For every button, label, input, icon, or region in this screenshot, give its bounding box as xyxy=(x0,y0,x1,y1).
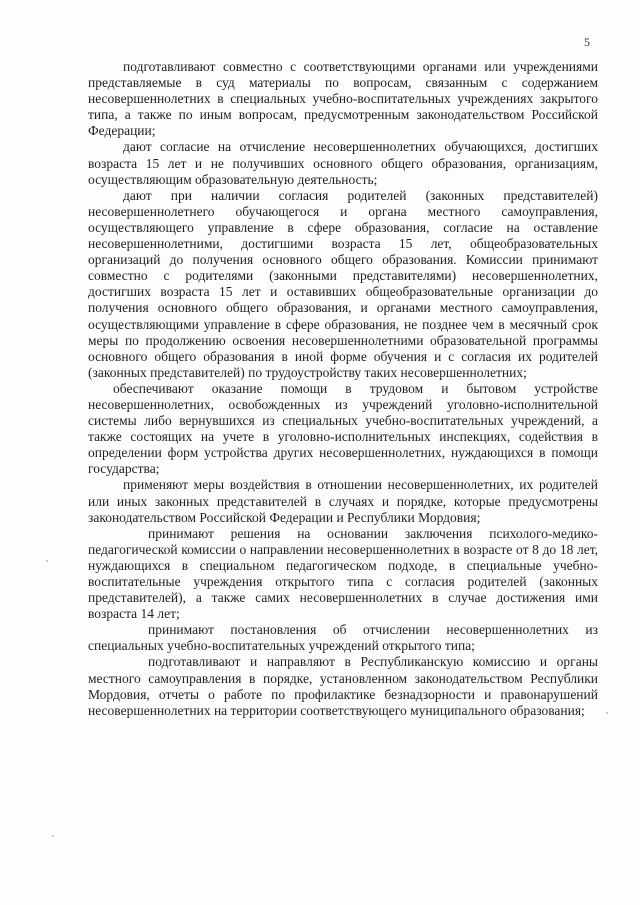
paragraph-decisions-referral: принимают решения на основании заключения психолого-медико-педагогической комиссии о направлении несовершеннолетних в возрасте от 8 до 18 лет, нуждающихся в специальном педагогическом подходе, в специальные учебно-воспитательные учреждения открытого типа с согласия родителей (законных представителей), а также самих несовершеннолетних в случае достижения ими возраста 14 лет; xyxy=(88,525,598,622)
paragraph-consent-leaving-school: дают при наличии согласия родителей (законных представителей) несовершеннолетнего обучающегося и органа местного самоуправления, осуществляющего управление в сфере образования, согласие на оставление несовершеннолетними, достигшими возраста 15 лет, общеобразовательных организаций до получения основного общего образования. Комиссии принимают совместно с родителями (законными представителями) несовершеннолетних, достигших возраста 15 лет и оставивших общеобразовательные организации до получения основного общего образования, и органами местного самоуправления, осуществляющими управление в сфере образования, не позднее чем в месячный срок меры по продолжению освоения несовершеннолетними образовательной программы основного общего образования в иной форме обучения и с согласия их родителей (законных представителей) по трудоустройству таких несовершеннолетних; xyxy=(88,187,598,380)
page-number: 5 xyxy=(584,35,590,49)
scan-dot xyxy=(606,712,608,714)
scan-dot xyxy=(46,560,48,562)
paragraph-prepare-court-materials: подготавливают совместно с соответствующими органами или учреждениями представляемые в суд материалы по вопросам, связанным с содержанием несовершеннолетних в специальных учебно-воспитательных учреждениях закрытого типа, а также по иным вопросам, предусмотренным законодательством Российской Федерации; xyxy=(88,59,598,139)
paragraph-measures-of-influence: применяют меры воздействия в отношении несовершеннолетних, их родителей или иных законных представителей в случаях и порядке, которые предусмотрены законодательством Российской Федерации и Республики Мордовия; xyxy=(88,477,598,525)
paragraph-consent-expulsion: дают согласие на отчисление несовершеннолетних обучающихся, достигших возраста 15 лет и не получивших основного общего образования, организациям, осуществляющим образовательную деятельность; xyxy=(88,139,598,187)
paragraph-employment-assistance: обеспечивают оказание помощи в трудовом и бытовом устройстве несовершеннолетних, освобожденных из учреждений уголовно-исполнительной системы либо вернувшихся из специальных учебно-воспитательных учреждений, а также состоящих на учете в уголовно-исполнительных инспекциях, содействия в определении форм устройства других несовершеннолетних, нуждающихся в помощи государства; xyxy=(88,380,598,477)
paragraph-reports: подготавливают и направляют в Республиканскую комиссию и органы местного самоуправления в порядке, установленном законодательством Республики Мордовия, отчеты о работе по профилактике безнадзорности и правонарушений несовершеннолетних на территории соответствующего муниципального образования; xyxy=(88,654,598,718)
scan-dot xyxy=(52,835,54,837)
document-body xyxy=(88,59,598,719)
paragraph-expulsion-resolutions: принимают постановления об отчислении несовершеннолетних из специальных учебно-воспитательных учреждений открытого типа; xyxy=(88,622,598,654)
